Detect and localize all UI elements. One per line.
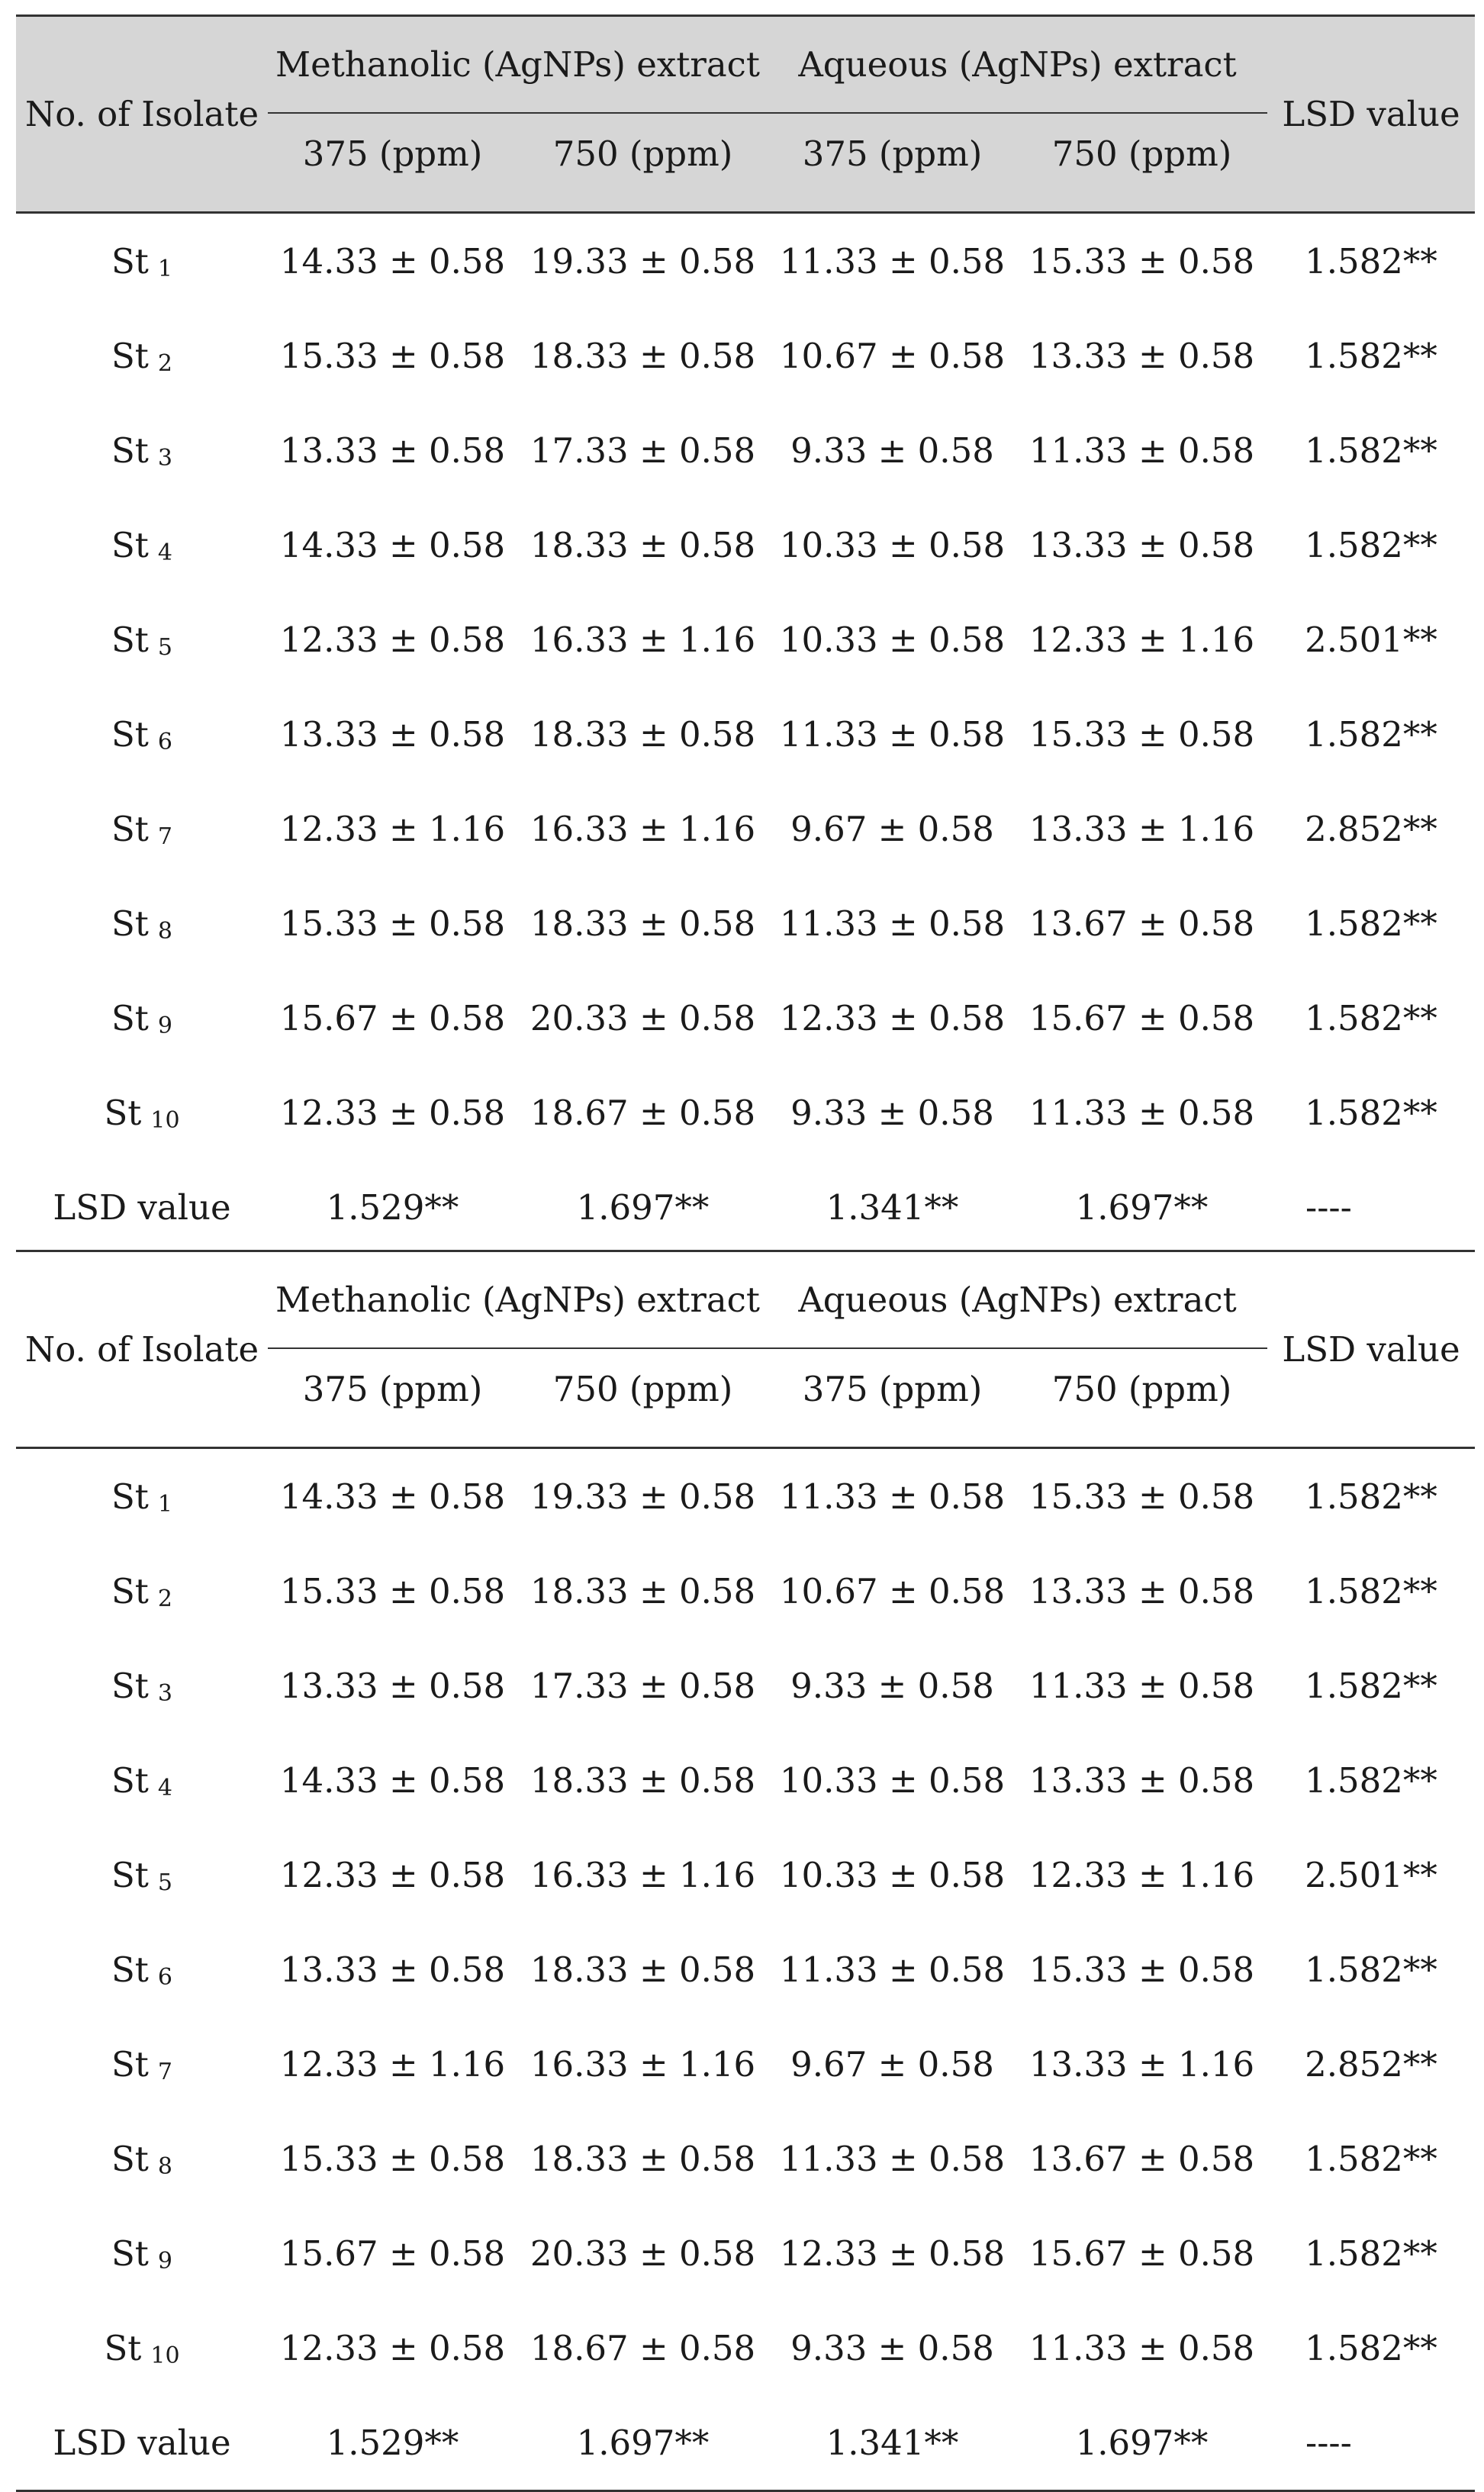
isolate-name: St <box>111 619 149 660</box>
isolate-cell <box>16 1733 268 1827</box>
cell-aqueous-750: 11.33 ± 0.58 <box>1028 430 1255 471</box>
isolate-number: 6 <box>157 728 172 755</box>
lsd-row <box>16 2395 1475 2490</box>
cell-methanolic-375: 12.33 ± 1.16 <box>279 808 506 849</box>
isolate-name: St <box>111 2233 149 2274</box>
isolate-cell <box>16 2017 268 2111</box>
cell-aqueous-750: 15.33 ± 0.58 <box>1028 713 1255 755</box>
isolate-number: 1 <box>157 1490 172 1518</box>
table-row <box>16 1065 1475 1160</box>
cell-methanolic-750: 16.33 ± 1.16 <box>530 1854 756 1895</box>
header-isolate: No. of Isolate <box>24 94 259 134</box>
header-lsd: LSD value <box>1282 94 1460 134</box>
isolate-number: 3 <box>157 1679 172 1707</box>
cell-methanolic-375: 15.33 ± 0.58 <box>279 1570 506 1611</box>
table-row <box>16 1922 1475 2017</box>
cell-methanolic-375: 12.33 ± 0.58 <box>279 2327 506 2368</box>
isolate-cell <box>16 2111 268 2206</box>
lsd-row-label: LSD value <box>53 2422 231 2463</box>
cell-lsd: 1.582** <box>1305 2138 1437 2179</box>
cell-methanolic-375: 13.33 ± 0.58 <box>279 1665 506 1706</box>
cell-aqueous-375: 9.33 ± 0.58 <box>790 1665 994 1706</box>
isolate-number: 7 <box>157 823 172 850</box>
isolate-cell <box>16 1449 268 1544</box>
isolate-number: 7 <box>157 2058 172 2085</box>
results-table-1 <box>16 14 1475 1257</box>
header-methanolic-extract: Methanolic (AgNPs) extract <box>275 1280 760 1320</box>
table-body <box>16 1449 1475 2490</box>
cell-lsd: 1.582** <box>1305 1949 1437 1990</box>
cell-methanolic-375: 15.33 ± 0.58 <box>279 903 506 944</box>
cell-aqueous-375: 11.33 ± 0.58 <box>779 1476 1006 1517</box>
isolate-number: 2 <box>157 349 172 377</box>
isolate-name: St <box>104 2327 142 2368</box>
isolate-cell <box>16 971 268 1065</box>
cell-methanolic-375: 13.33 ± 0.58 <box>279 430 506 471</box>
isolate-cell <box>16 1065 268 1160</box>
cell-aqueous-750: 11.33 ± 0.58 <box>1028 1665 1255 1706</box>
cell-lsd: 1.582** <box>1305 335 1437 376</box>
lsd-aqueous-375: 1.341** <box>826 1186 959 1228</box>
lsd-lsd: ---- <box>1305 1186 1352 1228</box>
table-row <box>16 2300 1475 2395</box>
cell-methanolic-375: 15.33 ± 0.58 <box>279 2138 506 2179</box>
table-row <box>16 308 1475 403</box>
cell-aqueous-375: 9.33 ± 0.58 <box>790 2327 994 2368</box>
cell-aqueous-750: 15.33 ± 0.58 <box>1028 240 1255 282</box>
header-aqueous-extract: Aqueous (AgNPs) extract <box>798 1280 1237 1320</box>
cell-lsd: 1.582** <box>1305 1665 1437 1706</box>
cell-lsd: 1.582** <box>1305 2327 1437 2368</box>
results-table-2 <box>16 1250 1475 2492</box>
lsd-row <box>16 1160 1475 1254</box>
cell-methanolic-750: 17.33 ± 0.58 <box>530 1665 756 1706</box>
cell-aqueous-375: 11.33 ± 0.58 <box>779 1949 1006 1990</box>
cell-aqueous-750: 13.67 ± 0.58 <box>1028 2138 1255 2179</box>
cell-lsd: 1.582** <box>1305 713 1437 755</box>
cell-methanolic-750: 18.33 ± 0.58 <box>530 903 756 944</box>
isolate-name: St <box>111 1665 149 1706</box>
cell-lsd: 1.582** <box>1305 1570 1437 1611</box>
header-aqueous-750: 750 (ppm) <box>1051 134 1232 174</box>
cell-methanolic-375: 12.33 ± 0.58 <box>279 1854 506 1895</box>
lsd-aqueous-375: 1.341** <box>826 2422 959 2463</box>
cell-aqueous-375: 12.33 ± 0.58 <box>779 997 1006 1038</box>
cell-aqueous-750: 13.33 ± 1.16 <box>1028 2043 1255 2085</box>
isolate-cell <box>16 308 268 403</box>
cell-aqueous-375: 11.33 ± 0.58 <box>779 713 1006 755</box>
cell-methanolic-750: 19.33 ± 0.58 <box>530 240 756 282</box>
lsd-aqueous-750: 1.697** <box>1075 2422 1209 2463</box>
cell-methanolic-750: 19.33 ± 0.58 <box>530 1476 756 1517</box>
isolate-number: 2 <box>157 1585 172 1612</box>
cell-methanolic-375: 12.33 ± 0.58 <box>279 619 506 660</box>
cell-methanolic-750: 18.33 ± 0.58 <box>530 1760 756 1801</box>
cell-methanolic-375: 14.33 ± 0.58 <box>279 1476 506 1517</box>
isolate-number: 8 <box>157 2152 172 2180</box>
lsd-lsd: ---- <box>1305 2422 1352 2463</box>
cell-lsd: 1.582** <box>1305 1760 1437 1801</box>
header-aqueous-375: 375 (ppm) <box>802 1369 983 1409</box>
cell-aqueous-375: 12.33 ± 0.58 <box>779 2233 1006 2274</box>
table-row <box>16 403 1475 497</box>
cell-methanolic-750: 18.67 ± 0.58 <box>530 1092 756 1133</box>
isolate-name: St <box>111 713 149 755</box>
cell-methanolic-750: 18.33 ± 0.58 <box>530 713 756 755</box>
isolate-name: St <box>111 2043 149 2085</box>
isolate-name: St <box>111 997 149 1038</box>
header-methanolic-750: 750 (ppm) <box>552 134 733 174</box>
lsd-row-label: LSD value <box>53 1186 231 1228</box>
table-row <box>16 971 1475 1065</box>
isolate-name: St <box>111 2138 149 2179</box>
cell-methanolic-750: 18.33 ± 0.58 <box>530 524 756 565</box>
isolate-name: St <box>111 524 149 565</box>
cell-aqueous-375: 10.33 ± 0.58 <box>779 619 1006 660</box>
cell-aqueous-375: 9.33 ± 0.58 <box>790 430 994 471</box>
isolate-cell <box>16 497 268 592</box>
isolate-cell <box>16 592 268 687</box>
cell-methanolic-750: 20.33 ± 0.58 <box>530 997 756 1038</box>
isolate-cell <box>16 2300 268 2395</box>
isolate-name: St <box>104 1092 142 1133</box>
cell-aqueous-375: 10.33 ± 0.58 <box>779 524 1006 565</box>
isolate-name: St <box>111 903 149 944</box>
table-row <box>16 592 1475 687</box>
table-header <box>16 1250 1475 1449</box>
cell-aqueous-750: 15.67 ± 0.58 <box>1028 2233 1255 2274</box>
cell-aqueous-375: 11.33 ± 0.58 <box>779 903 1006 944</box>
table-row <box>16 1449 1475 1544</box>
cell-aqueous-750: 13.33 ± 0.58 <box>1028 1570 1255 1611</box>
header-aqueous-750: 750 (ppm) <box>1051 1369 1232 1409</box>
table-row <box>16 1544 1475 1638</box>
cell-methanolic-750: 18.67 ± 0.58 <box>530 2327 756 2368</box>
cell-lsd: 2.852** <box>1305 2043 1437 2085</box>
cell-aqueous-750: 13.33 ± 0.58 <box>1028 1760 1255 1801</box>
isolate-cell <box>16 781 268 876</box>
cell-methanolic-750: 18.33 ± 0.58 <box>530 1949 756 1990</box>
cell-aqueous-750: 13.33 ± 1.16 <box>1028 808 1255 849</box>
table-row <box>16 1827 1475 1922</box>
cell-methanolic-375: 14.33 ± 0.58 <box>279 1760 506 1801</box>
lsd-aqueous-750: 1.697** <box>1075 1186 1209 1228</box>
table-row <box>16 214 1475 308</box>
cell-aqueous-750: 12.33 ± 1.16 <box>1028 1854 1255 1895</box>
cell-aqueous-750: 15.33 ± 0.58 <box>1028 1476 1255 1517</box>
cell-methanolic-750: 16.33 ± 1.16 <box>530 2043 756 2085</box>
cell-aqueous-375: 10.67 ± 0.58 <box>779 1570 1006 1611</box>
isolate-name: St <box>111 430 149 471</box>
cell-methanolic-375: 14.33 ± 0.58 <box>279 240 506 282</box>
lsd-methanolic-375: 1.529** <box>326 2422 459 2463</box>
cell-lsd: 2.852** <box>1305 808 1437 849</box>
isolate-number: 4 <box>157 539 172 566</box>
cell-methanolic-375: 15.67 ± 0.58 <box>279 997 506 1038</box>
table-row <box>16 2206 1475 2300</box>
header-methanolic-375: 375 (ppm) <box>302 1369 483 1409</box>
table-row <box>16 687 1475 781</box>
cell-methanolic-750: 18.33 ± 0.58 <box>530 2138 756 2179</box>
cell-aqueous-375: 9.33 ± 0.58 <box>790 1092 994 1133</box>
isolate-cell <box>16 1544 268 1638</box>
isolate-cell <box>16 403 268 497</box>
isolate-number: 10 <box>150 1106 180 1134</box>
table-row <box>16 2017 1475 2111</box>
isolate-name: St <box>111 808 149 849</box>
isolate-cell <box>16 1827 268 1922</box>
isolate-cell <box>16 214 268 308</box>
cell-aqueous-375: 11.33 ± 0.58 <box>779 240 1006 282</box>
isolate-name: St <box>111 335 149 376</box>
cell-lsd: 1.582** <box>1305 997 1437 1038</box>
cell-aqueous-375: 11.33 ± 0.58 <box>779 2138 1006 2179</box>
cell-methanolic-375: 13.33 ± 0.58 <box>279 713 506 755</box>
cell-methanolic-750: 18.33 ± 0.58 <box>530 1570 756 1611</box>
header-aqueous-375: 375 (ppm) <box>802 134 983 174</box>
cell-lsd: 1.582** <box>1305 524 1437 565</box>
lsd-methanolic-375: 1.529** <box>326 1186 459 1228</box>
cell-lsd: 1.582** <box>1305 2233 1437 2274</box>
isolate-number: 5 <box>157 633 172 661</box>
cell-aqueous-750: 15.33 ± 0.58 <box>1028 1949 1255 1990</box>
header-lsd: LSD value <box>1282 1329 1460 1370</box>
table-row <box>16 781 1475 876</box>
isolate-name: St <box>111 1570 149 1611</box>
cell-aqueous-375: 10.67 ± 0.58 <box>779 335 1006 376</box>
isolate-number: 9 <box>157 2247 172 2275</box>
cell-methanolic-375: 14.33 ± 0.58 <box>279 524 506 565</box>
isolate-number: 4 <box>157 1774 172 1801</box>
isolate-number: 5 <box>157 1869 172 1896</box>
table-row <box>16 1638 1475 1733</box>
cell-aqueous-375: 10.33 ± 0.58 <box>779 1760 1006 1801</box>
isolate-number: 10 <box>150 2342 180 2369</box>
isolate-cell <box>16 1638 268 1733</box>
cell-aqueous-750: 11.33 ± 0.58 <box>1028 2327 1255 2368</box>
cell-methanolic-750: 16.33 ± 1.16 <box>530 808 756 849</box>
cell-methanolic-750: 18.33 ± 0.58 <box>530 335 756 376</box>
cell-methanolic-750: 17.33 ± 0.58 <box>530 430 756 471</box>
cell-aqueous-375: 10.33 ± 0.58 <box>779 1854 1006 1895</box>
isolate-name: St <box>111 1854 149 1895</box>
header-methanolic-750: 750 (ppm) <box>552 1369 733 1409</box>
cell-lsd: 1.582** <box>1305 430 1437 471</box>
isolate-cell <box>16 2206 268 2300</box>
table-row <box>16 2111 1475 2206</box>
cell-aqueous-750: 12.33 ± 1.16 <box>1028 619 1255 660</box>
isolate-number: 1 <box>157 255 172 282</box>
table-header <box>16 14 1475 214</box>
cell-methanolic-375: 13.33 ± 0.58 <box>279 1949 506 1990</box>
header-aqueous-extract: Aqueous (AgNPs) extract <box>798 44 1237 85</box>
isolate-name: St <box>111 1760 149 1801</box>
table-row <box>16 1733 1475 1827</box>
isolate-number: 6 <box>157 1963 172 1991</box>
cell-lsd: 1.582** <box>1305 1092 1437 1133</box>
table-row <box>16 876 1475 971</box>
isolate-name: St <box>111 1476 149 1517</box>
isolate-number: 9 <box>157 1012 172 1039</box>
isolate-cell <box>16 687 268 781</box>
cell-lsd: 1.582** <box>1305 903 1437 944</box>
cell-lsd: 1.582** <box>1305 240 1437 282</box>
isolate-cell <box>16 876 268 971</box>
isolate-name: St <box>111 240 149 282</box>
table-body <box>16 214 1475 1254</box>
cell-methanolic-750: 16.33 ± 1.16 <box>530 619 756 660</box>
cell-methanolic-375: 15.33 ± 0.58 <box>279 335 506 376</box>
cell-aqueous-750: 11.33 ± 0.58 <box>1028 1092 1255 1133</box>
cell-methanolic-375: 12.33 ± 0.58 <box>279 1092 506 1133</box>
cell-methanolic-375: 12.33 ± 1.16 <box>279 2043 506 2085</box>
header-isolate: No. of Isolate <box>24 1329 259 1370</box>
isolate-cell <box>16 1922 268 2017</box>
cell-methanolic-750: 20.33 ± 0.58 <box>530 2233 756 2274</box>
cell-lsd: 2.501** <box>1305 619 1437 660</box>
cell-lsd: 2.501** <box>1305 1854 1437 1895</box>
table-row <box>16 497 1475 592</box>
cell-aqueous-750: 15.67 ± 0.58 <box>1028 997 1255 1038</box>
cell-lsd: 1.582** <box>1305 1476 1437 1517</box>
header-methanolic-extract: Methanolic (AgNPs) extract <box>275 44 760 85</box>
isolate-number: 8 <box>157 917 172 945</box>
header-methanolic-375: 375 (ppm) <box>302 134 483 174</box>
cell-aqueous-375: 9.67 ± 0.58 <box>790 808 994 849</box>
isolate-number: 3 <box>157 444 172 472</box>
lsd-methanolic-750: 1.697** <box>576 2422 710 2463</box>
cell-aqueous-375: 9.67 ± 0.58 <box>790 2043 994 2085</box>
cell-aqueous-750: 13.33 ± 0.58 <box>1028 335 1255 376</box>
isolate-name: St <box>111 1949 149 1990</box>
cell-aqueous-750: 13.33 ± 0.58 <box>1028 524 1255 565</box>
cell-aqueous-750: 13.67 ± 0.58 <box>1028 903 1255 944</box>
cell-methanolic-375: 15.67 ± 0.58 <box>279 2233 506 2274</box>
lsd-methanolic-750: 1.697** <box>576 1186 710 1228</box>
